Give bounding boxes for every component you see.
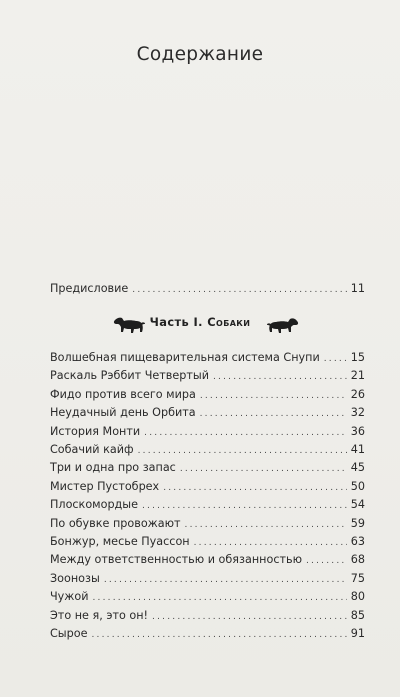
toc-leader-dots: [213, 370, 347, 384]
toc-entry-page: 54: [350, 498, 365, 512]
toc-entry-row[interactable]: [50, 424, 365, 440]
toc-entry-row[interactable]: [50, 479, 365, 495]
toc-preface-page: 11: [350, 282, 365, 295]
toc-entry-row[interactable]: [50, 442, 365, 458]
toc-entry-row[interactable]: [50, 387, 365, 403]
toc-entry-page: 91: [350, 627, 365, 640]
toc-leader-dots: [200, 389, 347, 403]
toc-entry-row[interactable]: [50, 552, 365, 568]
toc-entry-page: 21: [350, 369, 365, 383]
toc-entry-title: Чужой: [50, 590, 89, 604]
toc-entry-row[interactable]: [50, 368, 365, 384]
toc-leader-dots: [104, 573, 347, 587]
toc-entry-row[interactable]: [50, 589, 365, 605]
toc-leader-dots: [142, 499, 347, 513]
toc-entry-page: 80: [350, 590, 365, 604]
page-title: Содержание: [136, 44, 264, 65]
toc-entry-title: Неудачный день Орбита: [50, 406, 196, 420]
toc-entry-title: История Монти: [50, 424, 141, 438]
toc-entry-title: Раскаль Рэббит Четвертый: [50, 369, 209, 383]
toc-entry-page: 26: [350, 387, 365, 401]
toc-leader-dots: [163, 481, 347, 495]
toc-entry-page: 41: [350, 443, 365, 456]
toc-leader-dots: [132, 283, 346, 297]
toc-entry-title: Это не я, это он!: [50, 608, 149, 622]
toc-entry-page: 50: [350, 479, 365, 493]
toc-entry-title: Волшебная пищеварительная система Снупи: [50, 351, 320, 364]
part-heading: [0, 312, 400, 336]
toc-entry-title: Зоонозы: [50, 571, 100, 585]
toc-entry-page: 68: [350, 553, 365, 567]
toc-entry-row[interactable]: [50, 626, 365, 642]
toc-entry-row[interactable]: [50, 534, 365, 550]
toc-leader-dots: [138, 444, 347, 458]
toc-entry-title: Фидо против всего мира: [50, 387, 196, 401]
toc-entry-page: 36: [350, 424, 365, 438]
toc-leader-dots: [185, 518, 347, 532]
toc-entry-row[interactable]: [50, 497, 365, 513]
toc-entry-row[interactable]: [50, 516, 365, 532]
part-name: Собаки: [207, 315, 251, 329]
toc-entry-page: 32: [350, 406, 365, 420]
toc-entry-page: 15: [350, 351, 365, 364]
toc-leader-dots: [306, 554, 347, 568]
toc-entry-title: Сырое: [50, 627, 88, 640]
toc-entry-title: Плоскомордые: [50, 498, 138, 512]
toc-preface-title: Предисловие: [50, 282, 129, 295]
toc-entry-page: 45: [350, 461, 365, 475]
toc-leader-dots: [91, 628, 346, 642]
toc-leader-dots: [92, 591, 346, 605]
dog-silhouette-icon: [266, 312, 300, 334]
toc-leader-dots: [194, 536, 347, 550]
toc-entry-page: 59: [350, 516, 365, 530]
part-title: [0, 315, 400, 329]
toc-entry-title: Мистер Пустобрех: [50, 479, 160, 493]
toc-entry-title: Бонжур, месье Пуассон: [50, 535, 190, 548]
toc-entry-page: 85: [350, 608, 365, 622]
toc-entry-row[interactable]: [50, 405, 365, 421]
toc-leader-dots: [180, 462, 347, 476]
toc-entry-title: По обувке провожают: [50, 516, 181, 530]
toc-leader-dots: [200, 407, 347, 421]
toc-entry-page: 63: [350, 535, 365, 548]
toc-leader-dots: [324, 352, 347, 366]
toc-entry-title: Между ответственностью и обязанностью: [50, 553, 302, 567]
toc-entry-row[interactable]: [50, 460, 365, 476]
toc-entry-row[interactable]: [50, 571, 365, 587]
toc-entry-page: 75: [350, 571, 365, 585]
toc-entry-title: Собачий кайф: [50, 443, 134, 456]
toc-preface-row[interactable]: [50, 281, 365, 297]
toc-entry-title: Три и одна про запас: [50, 461, 176, 475]
toc-entry-row[interactable]: [50, 608, 365, 624]
toc-leader-dots: [152, 610, 347, 624]
part-number: Часть I.: [149, 315, 203, 329]
toc-entry-row[interactable]: [50, 350, 365, 366]
toc-leader-dots: [144, 426, 347, 440]
